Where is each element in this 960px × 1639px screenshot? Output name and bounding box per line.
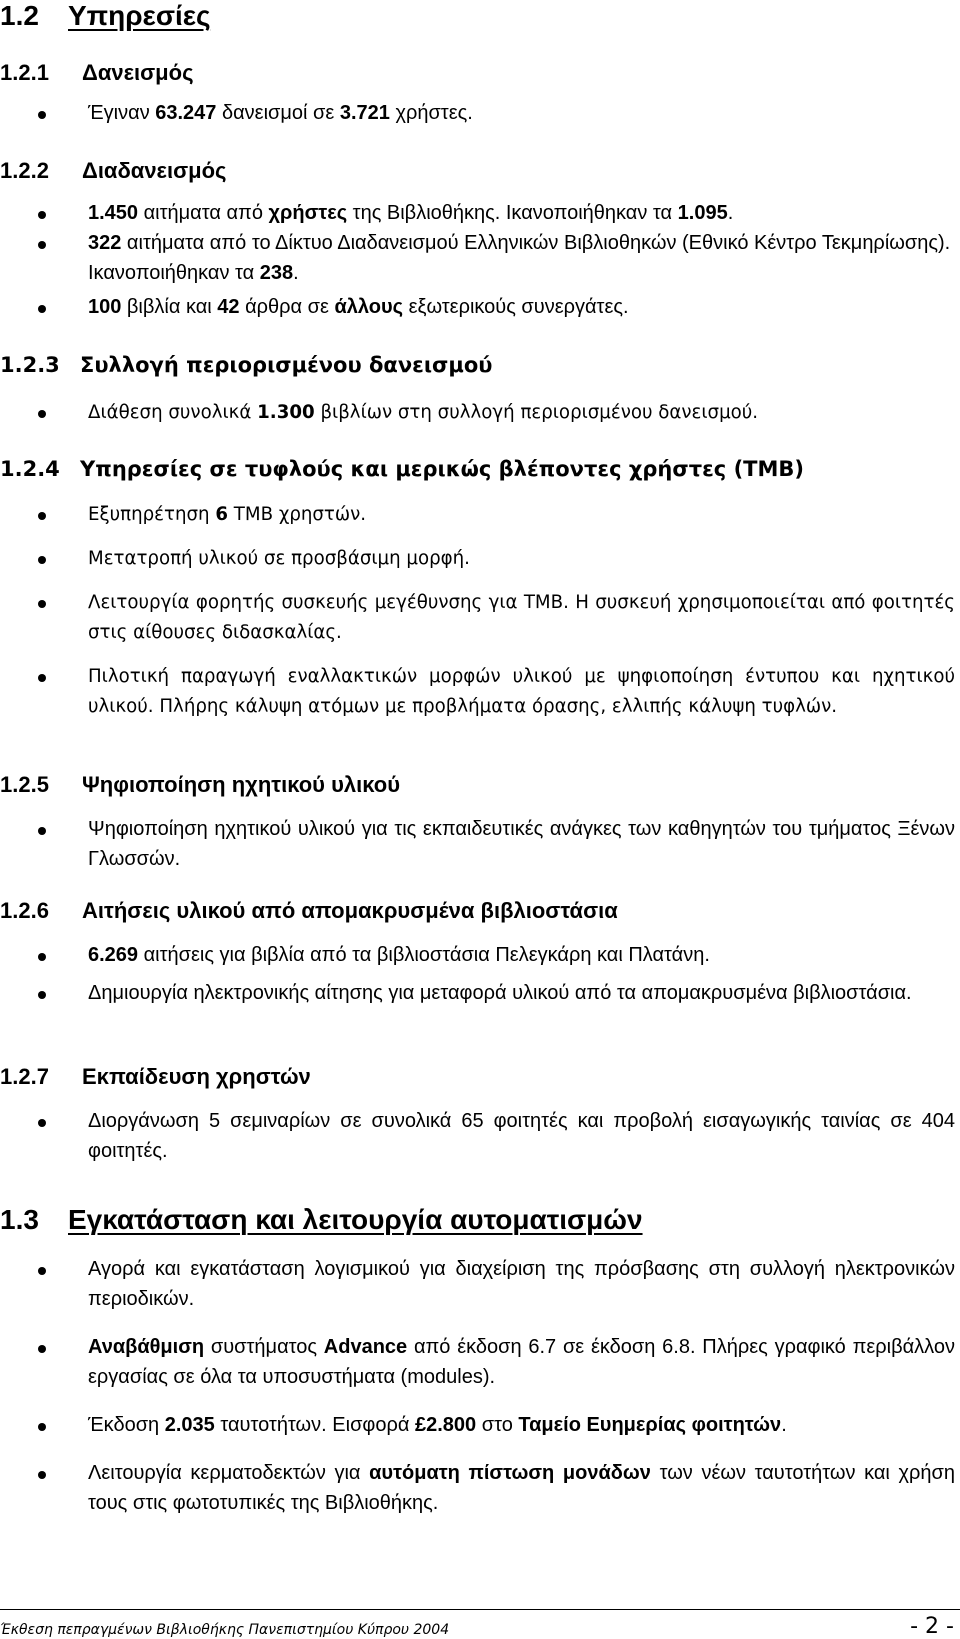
section-title: Εγκατάσταση και λειτουργία αυτοματισμών	[68, 1204, 643, 1235]
section-title: Δανεισμός	[82, 60, 194, 85]
section-number: 1.2	[0, 0, 39, 31]
list-item: Αναβάθμιση συστήματος Advance από έκδοση 6.7 σε έκδοση 6.8. Πλήρες γραφικό περιβάλλον εργασίας σε όλα τα υποσυστήματα (modules).	[0, 1332, 955, 1392]
restricted-loan-list	[0, 398, 955, 428]
footer-divider	[0, 1609, 960, 1610]
section-number: 1.2.6	[0, 898, 49, 923]
section-1-2-4-heading	[0, 456, 804, 482]
section-1-2-3-heading	[0, 352, 492, 378]
list-item: Ψηφιοποίηση ηχητικού υλικού για τις εκπαιδευτικές ανάγκες των καθηγητών του τμήματος Ξένων Γλωσσών.	[0, 814, 955, 874]
automation-list	[0, 1254, 955, 1518]
list-item: 6.269 αιτήσεις για βιβλία από τα βιβλιοστάσια Πελεγκάρη και Πλατάνη.	[0, 940, 955, 970]
section-title: Εκπαίδευση χρηστών	[82, 1064, 311, 1089]
section-number: 1.3	[0, 1204, 39, 1235]
section-title: Συλλογή περιορισμένου δανεισμού	[80, 353, 493, 377]
section-1-2-2-heading	[0, 158, 227, 184]
list-item: Λειτουργία κερματοδεκτών για αυτόματη πίστωση μονάδων των νέων ταυτοτήτων και χρήση τους στις φωτοτυπικές της Βιβλιοθήκης.	[0, 1458, 955, 1518]
user-training-list	[0, 1106, 955, 1166]
section-number: 1.2.4	[0, 457, 60, 481]
section-number: 1.2.1	[0, 60, 49, 85]
page-number: - 2 -	[910, 1614, 954, 1639]
list-item: Έγιναν 63.247 δανεισμοί σε 3.721 χρήστες.	[0, 98, 955, 128]
section-1-2-heading	[0, 0, 211, 32]
footer-title: Έκθεση πεπραγμένων Βιβλιοθήκης Πανεπιστημίου Κύπρου 2004	[0, 1622, 450, 1638]
section-number: 1.2.7	[0, 1064, 49, 1089]
list-item: Αγορά και εγκατάσταση λογισμικού για διαχείριση της πρόσβασης στη συλλογή ηλεκτρονικών περιοδικών.	[0, 1254, 955, 1314]
interlibrary-list	[0, 198, 955, 322]
section-title: Ψηφιοποίηση ηχητικού υλικού	[82, 772, 401, 797]
section-title: Υπηρεσίες σε τυφλούς και μερικώς βλέποντες χρήστες (ΤΜΒ)	[80, 457, 804, 481]
list-item: Διοργάνωση 5 σεμιναρίων σε συνολικά 65 φοιτητές και προβολή εισαγωγικής ταινίας σε 404 φοιτητές.	[0, 1106, 955, 1166]
section-number: 1.2.3	[0, 353, 60, 377]
list-item: 100 βιβλία και 42 άρθρα σε άλλους εξωτερικούς συνεργάτες.	[0, 292, 955, 322]
section-1-2-5-heading	[0, 772, 400, 798]
visually-impaired-list	[0, 500, 955, 722]
section-1-2-7-heading	[0, 1064, 311, 1090]
list-item: 322 αιτήματα από το Δίκτυο Διαδανεισμού Ελληνικών Βιβλιοθηκών (Εθνικό Κέντρο Τεκμηρίωσης). Ικανοποιήθηκαν τα 238.	[0, 228, 955, 288]
digitization-list	[0, 814, 955, 874]
list-item: Μετατροπή υλικού σε προσβάσιμη μορφή.	[0, 544, 955, 574]
list-item: Διάθεση συνολικά 1.300 βιβλίων στη συλλογή περιορισμένου δανεισμού.	[0, 398, 955, 428]
section-1-2-6-heading	[0, 898, 618, 924]
list-item: Πιλοτική παραγωγή εναλλακτικών μορφών υλικού με ψηφιοποίηση έντυπου και ηχητικού υλικού. Πλήρης κάλυψη ατόμων με προβλήματα όρασης, ελλιπής κάλυψη τυφλών.	[0, 662, 955, 722]
remote-stacks-list	[0, 940, 955, 1008]
section-title: Αιτήσεις υλικού από απομακρυσμένα βιβλιοστάσια	[82, 898, 618, 923]
section-number: 1.2.5	[0, 772, 49, 797]
section-1-2-1-heading	[0, 60, 194, 86]
loans-list	[0, 98, 955, 128]
list-item: Λειτουργία φορητής συσκευής μεγέθυνσης για ΤΜΒ. Η συσκευή χρησιμοποιείται από φοιτητές στις αίθουσες διδασκαλίας.	[0, 588, 955, 648]
list-item: Έκδοση 2.035 ταυτοτήτων. Εισφορά £2.800 στο Ταμείο Ευημερίας φοιτητών.	[0, 1410, 955, 1440]
section-title: Διαδανεισμός	[82, 158, 227, 183]
section-number: 1.2.2	[0, 158, 49, 183]
list-item: 1.450 αιτήματα από χρήστες της Βιβλιοθήκης. Ικανοποιήθηκαν τα 1.095.	[0, 198, 955, 228]
list-item: Δημιουργία ηλεκτρονικής αίτησης για μεταφορά υλικού από τα απομακρυσμένα βιβλιοστάσια.	[0, 978, 955, 1008]
section-1-3-heading	[0, 1204, 643, 1236]
list-item: Εξυπηρέτηση 6 ΤΜΒ χρηστών.	[0, 500, 955, 530]
section-title: Υπηρεσίες	[68, 0, 211, 31]
